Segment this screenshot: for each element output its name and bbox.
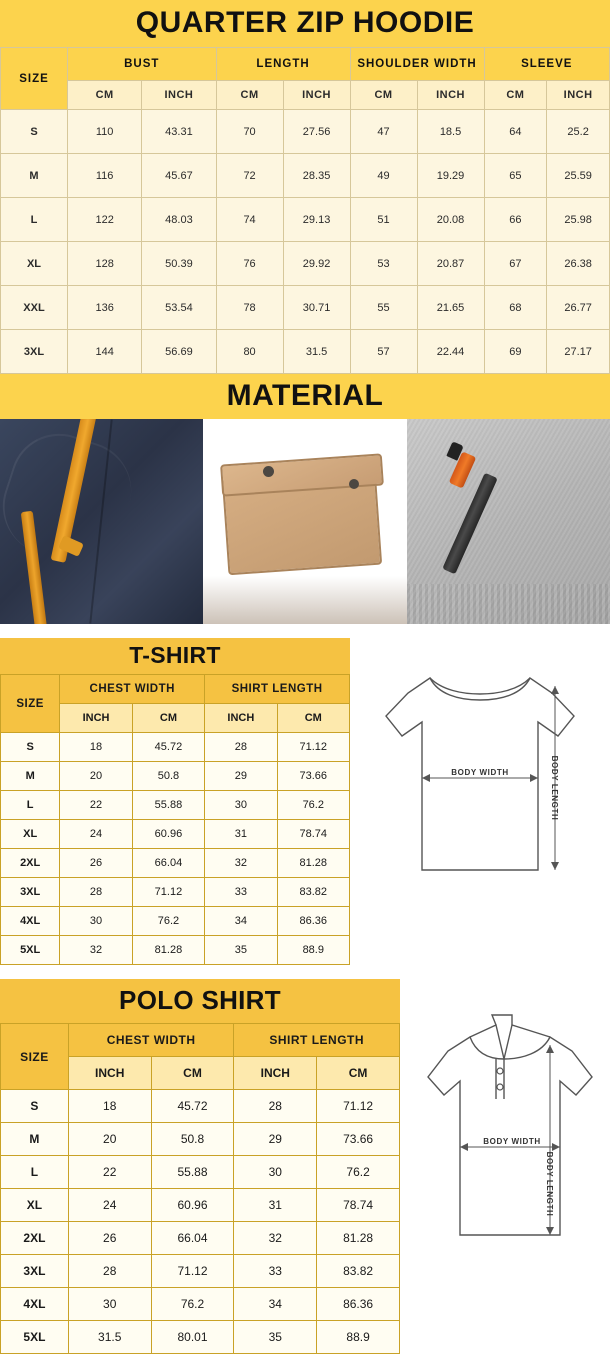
tshirt-cell: 30 bbox=[60, 907, 132, 936]
hoodie-header-sleeve: SLEEVE bbox=[484, 48, 609, 81]
polo-cell: 22 bbox=[68, 1156, 151, 1189]
tshirt-header-size: SIZE bbox=[1, 675, 60, 733]
hoodie-cell: 76 bbox=[216, 242, 283, 286]
hoodie-row-size: XL bbox=[1, 242, 68, 286]
hoodie-row-size: S bbox=[1, 110, 68, 154]
polo-row-size: L bbox=[1, 1156, 69, 1189]
polo-unit-chest-cm: CM bbox=[151, 1057, 234, 1090]
ribbed-hem-decoration bbox=[407, 584, 610, 624]
polo-row-size: S bbox=[1, 1090, 69, 1123]
polo-cell: 76.2 bbox=[317, 1156, 400, 1189]
tshirt-body-width-label: BODY WIDTH bbox=[451, 768, 509, 777]
polo-cell: 88.9 bbox=[317, 1321, 400, 1354]
tshirt-cell: 73.66 bbox=[277, 762, 349, 791]
hoodie-cell: 74 bbox=[216, 198, 283, 242]
polo-body-length-label: BODY LENGTH bbox=[545, 1151, 554, 1217]
hoodie-cell: 20.87 bbox=[417, 242, 484, 286]
hoodie-cell: 68 bbox=[484, 286, 547, 330]
hoodie-cell: 20.08 bbox=[417, 198, 484, 242]
tshirt-unit-chest-cm: CM bbox=[132, 704, 204, 733]
polo-cell: 20 bbox=[68, 1123, 151, 1156]
table-row bbox=[1, 1255, 400, 1288]
hoodie-cell: 144 bbox=[67, 330, 141, 374]
hoodie-header-bust: BUST bbox=[67, 48, 216, 81]
polo-cell: 26 bbox=[68, 1222, 151, 1255]
tshirt-body-length-label: BODY LENGTH bbox=[550, 755, 559, 821]
hoodie-cell: 110 bbox=[67, 110, 141, 154]
polo-cell: 83.82 bbox=[317, 1255, 400, 1288]
tshirt-size-table bbox=[0, 674, 350, 965]
hoodie-cell: 25.98 bbox=[547, 198, 610, 242]
polo-cell: 71.12 bbox=[151, 1255, 234, 1288]
tshirt-row-size: 3XL bbox=[1, 878, 60, 907]
hoodie-cell: 80 bbox=[216, 330, 283, 374]
tshirt-cell: 30 bbox=[205, 791, 277, 820]
tshirt-row-size: L bbox=[1, 791, 60, 820]
hoodie-cell: 53 bbox=[350, 242, 417, 286]
tshirt-row-size: M bbox=[1, 762, 60, 791]
table-row bbox=[1, 330, 610, 374]
polo-cell: 78.74 bbox=[317, 1189, 400, 1222]
polo-row-size: XL bbox=[1, 1189, 69, 1222]
polo-cell: 31 bbox=[234, 1189, 317, 1222]
hoodie-cell: 19.29 bbox=[417, 154, 484, 198]
polo-cell: 34 bbox=[234, 1288, 317, 1321]
hoodie-cell: 30.71 bbox=[283, 286, 350, 330]
polo-cell: 28 bbox=[234, 1090, 317, 1123]
polo-cell: 33 bbox=[234, 1255, 317, 1288]
polo-measurement-diagram bbox=[400, 979, 610, 1269]
hoodie-cell: 51 bbox=[350, 198, 417, 242]
tshirt-diagram-column bbox=[350, 638, 610, 965]
polo-cell: 86.36 bbox=[317, 1288, 400, 1321]
tshirt-cell: 86.36 bbox=[277, 907, 349, 936]
polo-header-chest-width: CHEST WIDTH bbox=[68, 1024, 234, 1057]
hoodie-cell: 66 bbox=[484, 198, 547, 242]
table-row bbox=[1, 762, 350, 791]
tshirt-table-column bbox=[0, 638, 350, 965]
tshirt-cell: 71.12 bbox=[132, 878, 204, 907]
polo-cell: 28 bbox=[68, 1255, 151, 1288]
polo-row-size: 3XL bbox=[1, 1255, 69, 1288]
grey-fabric-pen-photo bbox=[407, 419, 610, 624]
polo-cell: 35 bbox=[234, 1321, 317, 1354]
table-row bbox=[1, 878, 350, 907]
material-photo-row bbox=[0, 419, 610, 624]
polo-cell: 29 bbox=[234, 1123, 317, 1156]
table-row bbox=[1, 1222, 400, 1255]
tshirt-cell: 83.82 bbox=[277, 878, 349, 907]
hoodie-cell: 21.65 bbox=[417, 286, 484, 330]
polo-cell: 55.88 bbox=[151, 1156, 234, 1189]
polo-cell: 30 bbox=[234, 1156, 317, 1189]
hoodie-cell: 50.39 bbox=[142, 242, 216, 286]
tshirt-cell: 76.2 bbox=[132, 907, 204, 936]
hoodie-row-size: M bbox=[1, 154, 68, 198]
hoodie-cell: 18.5 bbox=[417, 110, 484, 154]
tshirt-row-size: S bbox=[1, 733, 60, 762]
tshirt-header-chest-width: CHEST WIDTH bbox=[60, 675, 205, 704]
tshirt-cell: 18 bbox=[60, 733, 132, 762]
tshirt-cell: 26 bbox=[60, 849, 132, 878]
hoodie-cell: 56.69 bbox=[142, 330, 216, 374]
navy-hoodie-drawstring-photo bbox=[0, 419, 203, 624]
hoodie-cell: 116 bbox=[67, 154, 141, 198]
hoodie-header-length: LENGTH bbox=[216, 48, 350, 81]
hoodie-cell: 69 bbox=[484, 330, 547, 374]
tshirt-unit-length-cm: CM bbox=[277, 704, 349, 733]
polo-diagram-column bbox=[400, 979, 610, 1354]
table-row bbox=[1, 907, 350, 936]
hoodie-cell: 67 bbox=[484, 242, 547, 286]
tshirt-cell: 76.2 bbox=[277, 791, 349, 820]
polo-cell: 66.04 bbox=[151, 1222, 234, 1255]
hoodie-header-size: SIZE bbox=[1, 48, 68, 110]
tshirt-measurement-diagram bbox=[350, 638, 610, 913]
tshirt-cell: 78.74 bbox=[277, 820, 349, 849]
polo-body-width-label: BODY WIDTH bbox=[483, 1137, 541, 1146]
hoodie-cell: 45.67 bbox=[142, 154, 216, 198]
hoodie-cell: 25.59 bbox=[547, 154, 610, 198]
hoodie-cell: 22.44 bbox=[417, 330, 484, 374]
hoodie-cell: 64 bbox=[484, 110, 547, 154]
polo-header-shirt-length: SHIRT LENGTH bbox=[234, 1024, 400, 1057]
tshirt-row-size: 4XL bbox=[1, 907, 60, 936]
hoodie-row-size: 3XL bbox=[1, 330, 68, 374]
hoodie-cell: 26.77 bbox=[547, 286, 610, 330]
tshirt-cell: 81.28 bbox=[277, 849, 349, 878]
tshirt-cell: 20 bbox=[60, 762, 132, 791]
hoodie-cell: 43.31 bbox=[142, 110, 216, 154]
table-row bbox=[1, 242, 610, 286]
tshirt-cell: 50.8 bbox=[132, 762, 204, 791]
polo-unit-length-cm: CM bbox=[317, 1057, 400, 1090]
hoodie-cell: 27.56 bbox=[283, 110, 350, 154]
polo-cell: 81.28 bbox=[317, 1222, 400, 1255]
hoodie-cell: 65 bbox=[484, 154, 547, 198]
hoodie-cell: 28.35 bbox=[283, 154, 350, 198]
hoodie-cell: 122 bbox=[67, 198, 141, 242]
table-row bbox=[1, 936, 350, 965]
tshirt-cell: 34 bbox=[205, 907, 277, 936]
tshirt-cell: 45.72 bbox=[132, 733, 204, 762]
tshirt-cell: 32 bbox=[60, 936, 132, 965]
polo-cell: 60.96 bbox=[151, 1189, 234, 1222]
hoodie-cell: 27.17 bbox=[547, 330, 610, 374]
hoodie-size-table bbox=[0, 47, 610, 374]
table-row bbox=[1, 1156, 400, 1189]
tshirt-unit-chest-inch: INCH bbox=[60, 704, 132, 733]
hoodie-cell: 48.03 bbox=[142, 198, 216, 242]
hoodie-unit-shoulder-cm: CM bbox=[350, 81, 417, 110]
polo-cell: 18 bbox=[68, 1090, 151, 1123]
hoodie-cell: 47 bbox=[350, 110, 417, 154]
hoodie-cell: 53.54 bbox=[142, 286, 216, 330]
table-row bbox=[1, 1321, 400, 1354]
tshirt-cell: 28 bbox=[205, 733, 277, 762]
hoodie-unit-sleeve-inch: INCH bbox=[547, 81, 610, 110]
table-row bbox=[1, 110, 610, 154]
tshirt-cell: 29 bbox=[205, 762, 277, 791]
polo-table-column bbox=[0, 979, 400, 1354]
tshirt-section-title: T-SHIRT bbox=[0, 638, 350, 674]
polo-section bbox=[0, 979, 610, 1354]
polo-cell: 50.8 bbox=[151, 1123, 234, 1156]
section-spacer bbox=[0, 624, 610, 638]
tshirt-cell: 24 bbox=[60, 820, 132, 849]
tshirt-row-size: XL bbox=[1, 820, 60, 849]
tshirt-cell: 22 bbox=[60, 791, 132, 820]
tshirt-cell: 32 bbox=[205, 849, 277, 878]
hoodie-row-size: L bbox=[1, 198, 68, 242]
hoodie-unit-length-cm: CM bbox=[216, 81, 283, 110]
hoodie-cell: 49 bbox=[350, 154, 417, 198]
tshirt-cell: 55.88 bbox=[132, 791, 204, 820]
hoodie-cell: 29.13 bbox=[283, 198, 350, 242]
hoodie-header-shoulder-width: SHOULDER WIDTH bbox=[350, 48, 484, 81]
polo-cell: 32 bbox=[234, 1222, 317, 1255]
hoodie-cell: 29.92 bbox=[283, 242, 350, 286]
table-row bbox=[1, 154, 610, 198]
table-row bbox=[1, 1123, 400, 1156]
table-row bbox=[1, 791, 350, 820]
tshirt-cell: 31 bbox=[205, 820, 277, 849]
polo-row-size: 2XL bbox=[1, 1222, 69, 1255]
tshirt-cell: 35 bbox=[205, 936, 277, 965]
tshirt-cell: 60.96 bbox=[132, 820, 204, 849]
hoodie-cell: 55 bbox=[350, 286, 417, 330]
material-section-title: MATERIAL bbox=[0, 374, 610, 419]
table-row bbox=[1, 286, 610, 330]
tshirt-section bbox=[0, 638, 610, 965]
hoodie-cell: 57 bbox=[350, 330, 417, 374]
fabric-shadow-edge bbox=[203, 576, 406, 624]
tshirt-cell: 71.12 bbox=[277, 733, 349, 762]
hoodie-unit-shoulder-inch: INCH bbox=[417, 81, 484, 110]
hoodie-unit-length-inch: INCH bbox=[283, 81, 350, 110]
polo-row-size: 5XL bbox=[1, 1321, 69, 1354]
hoodie-unit-bust-inch: INCH bbox=[142, 81, 216, 110]
table-row bbox=[1, 820, 350, 849]
hoodie-unit-sleeve-cm: CM bbox=[484, 81, 547, 110]
tshirt-cell: 33 bbox=[205, 878, 277, 907]
hoodie-cell: 128 bbox=[67, 242, 141, 286]
polo-cell: 24 bbox=[68, 1189, 151, 1222]
polo-section-title: POLO SHIRT bbox=[0, 979, 400, 1023]
polo-cell: 73.66 bbox=[317, 1123, 400, 1156]
tshirt-cell: 88.9 bbox=[277, 936, 349, 965]
tan-sleeve-pocket-photo bbox=[203, 419, 406, 624]
hoodie-row-size: XXL bbox=[1, 286, 68, 330]
table-row bbox=[1, 1090, 400, 1123]
polo-row-size: M bbox=[1, 1123, 69, 1156]
hoodie-cell: 25.2 bbox=[547, 110, 610, 154]
hoodie-unit-bust-cm: CM bbox=[67, 81, 141, 110]
hoodie-cell: 70 bbox=[216, 110, 283, 154]
tshirt-cell: 81.28 bbox=[132, 936, 204, 965]
section-spacer bbox=[0, 965, 610, 979]
hoodie-cell: 26.38 bbox=[547, 242, 610, 286]
table-row bbox=[1, 1288, 400, 1321]
hoodie-cell: 136 bbox=[67, 286, 141, 330]
polo-cell: 80.01 bbox=[151, 1321, 234, 1354]
table-row bbox=[1, 849, 350, 878]
tshirt-row-size: 5XL bbox=[1, 936, 60, 965]
tshirt-unit-length-inch: INCH bbox=[205, 704, 277, 733]
polo-row-size: 4XL bbox=[1, 1288, 69, 1321]
polo-unit-length-inch: INCH bbox=[234, 1057, 317, 1090]
table-row bbox=[1, 1189, 400, 1222]
hoodie-cell: 31.5 bbox=[283, 330, 350, 374]
hoodie-cell: 78 bbox=[216, 286, 283, 330]
polo-cell: 45.72 bbox=[151, 1090, 234, 1123]
table-row bbox=[1, 198, 610, 242]
polo-header-size: SIZE bbox=[1, 1024, 69, 1090]
polo-unit-chest-inch: INCH bbox=[68, 1057, 151, 1090]
tshirt-cell: 66.04 bbox=[132, 849, 204, 878]
polo-cell: 30 bbox=[68, 1288, 151, 1321]
polo-cell: 71.12 bbox=[317, 1090, 400, 1123]
tshirt-row-size: 2XL bbox=[1, 849, 60, 878]
tshirt-cell: 28 bbox=[60, 878, 132, 907]
hoodie-cell: 72 bbox=[216, 154, 283, 198]
tshirt-header-shirt-length: SHIRT LENGTH bbox=[205, 675, 350, 704]
table-row bbox=[1, 733, 350, 762]
hoodie-section-title: QUARTER ZIP HOODIE bbox=[0, 0, 610, 47]
polo-size-table bbox=[0, 1023, 400, 1354]
polo-cell: 76.2 bbox=[151, 1288, 234, 1321]
polo-cell: 31.5 bbox=[68, 1321, 151, 1354]
